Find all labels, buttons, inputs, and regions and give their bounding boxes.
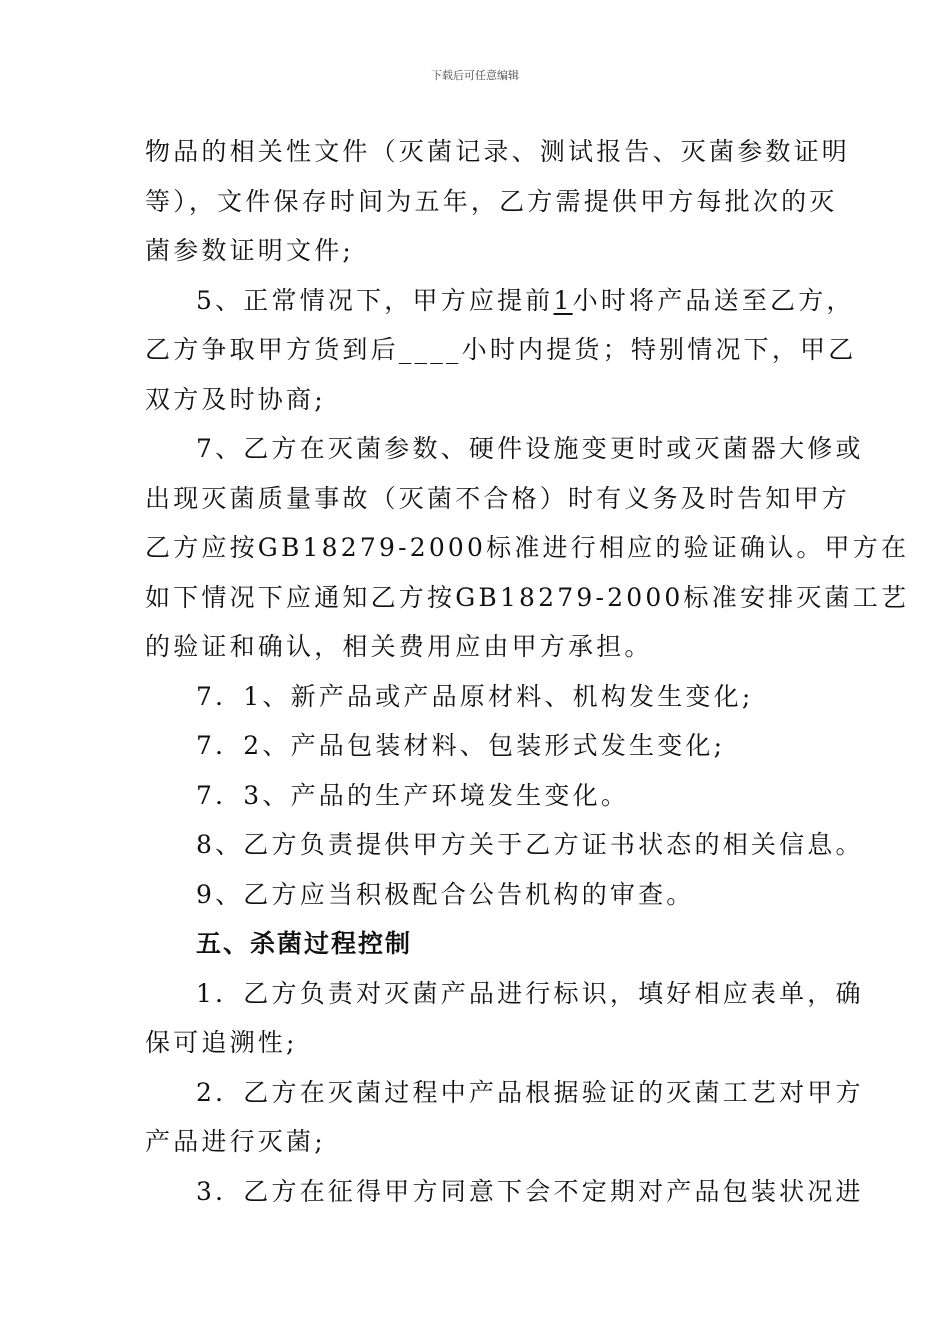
paragraph-line-item-7-1: 7．1、新产品或产品原材料、机构发生变化; bbox=[196, 681, 754, 711]
paragraph-line: 出现灭菌质量事故（灭菌不合格）时有义务及时告知甲方 bbox=[145, 483, 851, 513]
paragraph-line-item-2: 2．乙方在灭菌过程中产品根据验证的灭菌工艺对甲方 bbox=[196, 1077, 864, 1107]
paragraph-line-item-5 bbox=[145, 276, 855, 326]
paragraph-line-item-7: 7、乙方在灭菌参数、硬件设施变更时或灭菌器大修或 bbox=[196, 434, 864, 463]
blank-hours-field: ____ bbox=[398, 335, 462, 364]
paragraph-line bbox=[145, 325, 857, 375]
underlined-hours-value: 1 bbox=[553, 285, 573, 315]
document-body bbox=[145, 127, 910, 1216]
text-segment: 小时内提货；特别情况下，甲乙 bbox=[461, 335, 857, 364]
paragraph-line: 保可追溯性; bbox=[145, 1028, 298, 1057]
section-heading: 五、杀菌过程控制 bbox=[196, 929, 413, 958]
paragraph-line-item-3: 3．乙方在征得甲方同意下会不定期对产品包装状况进 bbox=[196, 1176, 864, 1206]
text-segment: 小时将产品送至乙方， bbox=[572, 285, 855, 315]
paragraph-line: 双方及时协商; bbox=[145, 384, 326, 414]
paragraph-line: 等），文件保存时间为五年，乙方需提供甲方每批次的灭 bbox=[145, 186, 838, 216]
paragraph-line-item-7-2: 7．2、产品包装材料、包装形式发生变化; bbox=[196, 731, 726, 760]
paragraph-line: 如下情况下应通知乙方按GB18279-2000标准安排灭菌工艺 bbox=[145, 582, 910, 612]
text-segment: 5、正常情况下，甲方应提前 bbox=[196, 285, 554, 315]
paragraph-line: 产品进行灭菌; bbox=[145, 1127, 326, 1156]
paragraph-line-item-7-3: 7．3、产品的生产环境发生变化。 bbox=[196, 780, 630, 810]
text-segment: 乙方争取甲方货到后 bbox=[145, 335, 399, 364]
paragraph-line-item-8: 8、乙方负责提供甲方关于乙方证书状态的相关信息。 bbox=[196, 830, 864, 859]
paragraph-line-item-1: 1．乙方负责对灭菌产品进行标识，填好相应表单，确 bbox=[196, 978, 864, 1008]
paragraph-line: 乙方应按GB18279-2000标准进行相应的验证确认。甲方在 bbox=[145, 533, 910, 562]
paragraph-line: 物品的相关性文件（灭菌记录、测试报告、灭菌参数证明 bbox=[145, 137, 851, 166]
paragraph-line: 的验证和确认，相关费用应由甲方承担。 bbox=[145, 632, 653, 661]
page-header-note: 下载后可任意编辑 bbox=[431, 69, 519, 82]
paragraph-line-item-9: 9、乙方应当积极配合公告机构的审查。 bbox=[196, 879, 695, 909]
paragraph-line: 菌参数证明文件; bbox=[145, 236, 355, 265]
